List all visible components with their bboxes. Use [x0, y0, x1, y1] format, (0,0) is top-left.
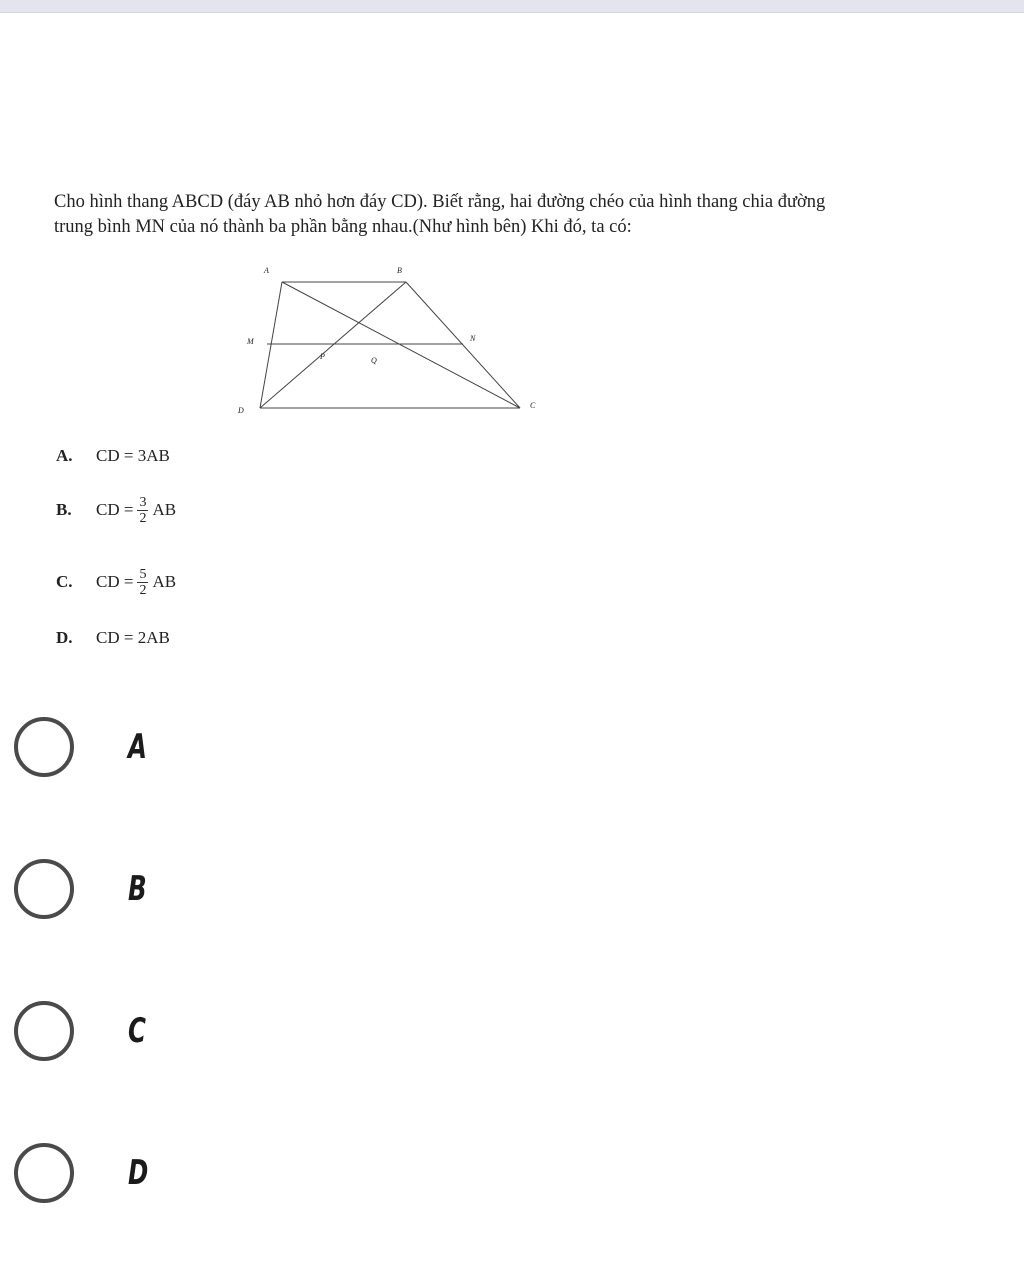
answer-option-a[interactable] [14, 712, 154, 782]
answer-option-b[interactable] [14, 854, 154, 924]
expr-lhs: CD [96, 500, 120, 519]
expr-rhs: 2AB [137, 628, 170, 647]
fraction-denominator: 2 [139, 582, 147, 598]
choice-a [56, 434, 170, 478]
expr-eq: = [123, 500, 134, 519]
expr-eq: = [123, 628, 134, 647]
fraction-numerator: 5 [139, 566, 147, 582]
answer-option-c[interactable] [14, 996, 153, 1066]
label-q: Q [371, 356, 377, 365]
answer-option-d[interactable] [14, 1138, 156, 1208]
label-d: D [238, 406, 244, 415]
top-bar [0, 0, 1024, 13]
answer-label[interactable]: C [128, 1011, 146, 1051]
diagonal-bd [260, 282, 406, 408]
choice-letter: C. [56, 572, 73, 591]
choice-expression [96, 567, 176, 598]
label-b: B [397, 266, 402, 275]
choice-d [56, 616, 170, 660]
choice-b [56, 488, 176, 532]
question-line-2: trung bình MN của nó thành ba phần bằng nhau.(Như hình bên) Khi đó, ta có: [54, 217, 632, 237]
choice-expression [96, 628, 170, 648]
trapezoid-figure [230, 262, 550, 422]
expr-lhs: CD [96, 628, 120, 647]
answer-label[interactable]: D [128, 1153, 149, 1193]
expr-eq: = [123, 572, 134, 591]
radio-button[interactable] [14, 1143, 74, 1203]
choice-expression [96, 446, 170, 466]
fraction-numerator: 3 [139, 494, 147, 510]
trapezoid-diagram [230, 262, 550, 422]
label-n: N [470, 334, 476, 343]
label-m: M [247, 337, 254, 346]
fraction [137, 567, 148, 598]
expr-rhs: 3AB [137, 446, 170, 465]
radio-button[interactable] [14, 1001, 74, 1061]
choice-letter: D. [56, 628, 73, 647]
choice-c [56, 560, 176, 604]
answer-label[interactable]: B [128, 869, 147, 909]
choice-letter: B. [56, 500, 72, 519]
radio-button[interactable] [14, 859, 74, 919]
expr-rhs: AB [152, 500, 177, 519]
expr-rhs: AB [152, 572, 177, 591]
expr-eq: = [123, 446, 134, 465]
diagonal-ac [282, 282, 520, 408]
edge-bc [406, 282, 520, 408]
label-p: P [320, 352, 325, 361]
edge-da [260, 282, 282, 408]
question-line-1: Cho hình thang ABCD (đáy AB nhỏ hơn đáy CD). Biết rằng, hai đường chéo của hình thang chia đường [54, 192, 826, 212]
label-a: A [264, 266, 269, 275]
question-text [54, 190, 984, 240]
label-c: C [530, 401, 536, 410]
fraction-denominator: 2 [139, 510, 147, 526]
expr-lhs: CD [96, 572, 120, 591]
radio-button[interactable] [14, 717, 74, 777]
expr-lhs: CD [96, 446, 120, 465]
answer-label[interactable]: A [128, 727, 147, 767]
choice-letter: A. [56, 446, 73, 465]
choice-expression [96, 495, 176, 526]
fraction [137, 495, 148, 526]
